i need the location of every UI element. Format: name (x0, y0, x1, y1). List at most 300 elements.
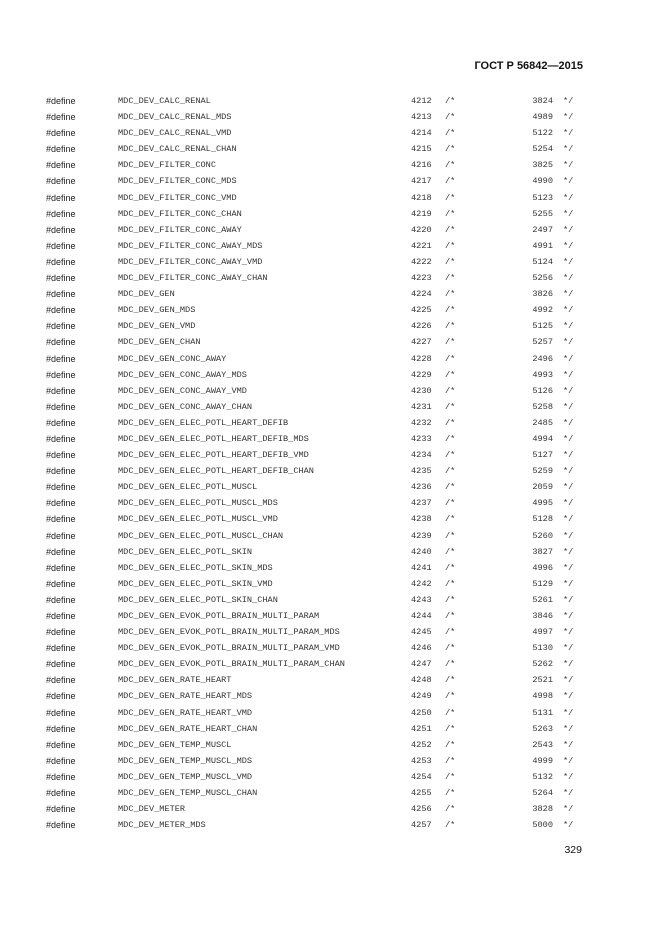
macro-number: 4223 (411, 273, 432, 284)
define-row (0, 801, 661, 817)
comment-close: */ (563, 176, 574, 187)
macro-name: MDC_DEV_CALC_RENAL_MDS (118, 112, 232, 123)
code-value: 5259 (532, 466, 553, 477)
define-row (0, 576, 661, 592)
comment-open: /* (445, 498, 456, 509)
define-row (0, 190, 661, 206)
macro-number: 4237 (411, 498, 432, 509)
code-value: 3828 (532, 804, 553, 815)
comment-close: */ (563, 289, 574, 300)
define-row (0, 479, 661, 495)
comment-open: /* (445, 417, 456, 428)
macro-name: MDC_DEV_GEN_VMD (118, 321, 196, 332)
comment-open: /* (445, 305, 456, 316)
macro-name: MDC_DEV_FILTER_CONC_MDS (118, 176, 237, 187)
code-value: 2521 (532, 675, 553, 686)
macro-number: 4247 (411, 659, 432, 670)
define-row (0, 109, 661, 125)
macro-name: MDC_DEV_GEN (118, 289, 175, 300)
macro-name: MDC_DEV_GEN_RATE_HEART_VMD (118, 707, 253, 718)
comment-open: /* (445, 128, 456, 139)
comment-open: /* (445, 401, 456, 412)
define-keyword: #define (46, 627, 76, 638)
define-row (0, 399, 661, 415)
comment-close: */ (563, 546, 574, 557)
comment-open: /* (445, 112, 456, 123)
comment-close: */ (563, 273, 574, 284)
macro-name: MDC_DEV_GEN_CONC_AWAY_MDS (118, 369, 247, 380)
define-row (0, 286, 661, 302)
macro-name: MDC_DEV_GEN_RATE_HEART_CHAN (118, 723, 258, 734)
code-value: 4990 (532, 176, 553, 187)
macro-number: 4233 (411, 433, 432, 444)
define-row (0, 351, 661, 367)
macro-name: MDC_DEV_GEN_TEMP_MUSCL (118, 739, 232, 750)
macro-number: 4229 (411, 369, 432, 380)
macro-name: MDC_DEV_GEN_ELEC_POTL_MUSCL_MDS (118, 498, 278, 509)
comment-close: */ (563, 739, 574, 750)
comment-close: */ (563, 417, 574, 428)
macro-number: 4244 (411, 611, 432, 621)
comment-open: /* (445, 594, 456, 605)
comment-close: */ (563, 723, 574, 734)
macro-number: 4227 (411, 337, 432, 348)
macro-name: MDC_DEV_FILTER_CONC_AWAY_MDS (118, 240, 263, 251)
code-value: 5263 (532, 723, 553, 734)
code-value: 5000 (532, 820, 553, 831)
define-keyword: #define (46, 530, 76, 541)
macro-name: MDC_DEV_CALC_RENAL (118, 96, 211, 106)
comment-close: */ (563, 562, 574, 573)
comment-close: */ (563, 321, 574, 332)
comment-open: /* (445, 353, 456, 364)
macro-name: MDC_DEV_GEN_RATE_HEART_MDS (118, 691, 253, 702)
comment-open: /* (445, 820, 456, 831)
macro-name: MDC_DEV_CALC_RENAL_CHAN (118, 144, 237, 155)
comment-close: */ (563, 305, 574, 316)
code-value: 5260 (532, 530, 553, 541)
define-row (0, 173, 661, 189)
comment-close: */ (563, 643, 574, 654)
code-value: 4994 (532, 433, 553, 444)
define-row (0, 334, 661, 350)
define-row (0, 769, 661, 785)
comment-open: /* (445, 546, 456, 557)
define-keyword: #define (46, 353, 76, 364)
define-row (0, 415, 661, 431)
document-header: ГОСТ Р 56842—2015 (474, 60, 583, 72)
comment-close: */ (563, 578, 574, 589)
comment-close: */ (563, 160, 574, 171)
macro-number: 4221 (411, 240, 432, 251)
macro-name: MDC_DEV_GEN_CONC_AWAY_CHAN (118, 401, 253, 412)
comment-close: */ (563, 755, 574, 766)
macro-number: 4242 (411, 578, 432, 589)
code-value: 3846 (532, 611, 553, 621)
macro-name: MDC_DEV_GEN_ELEC_POTL_SKIN_VMD (118, 578, 273, 589)
comment-close: */ (563, 256, 574, 267)
macro-number: 4219 (411, 208, 432, 219)
comment-close: */ (563, 804, 574, 815)
define-row (0, 721, 661, 737)
macro-number: 4217 (411, 176, 432, 187)
code-value: 5124 (532, 256, 553, 267)
comment-close: */ (563, 401, 574, 412)
comment-close: */ (563, 112, 574, 123)
macro-number: 4245 (411, 627, 432, 638)
macro-name: MDC_DEV_GEN_ELEC_POTL_MUSCL (118, 482, 258, 493)
code-value: 5257 (532, 337, 553, 348)
define-row (0, 737, 661, 753)
define-keyword: #define (46, 96, 76, 106)
macro-number: 4216 (411, 160, 432, 171)
comment-open: /* (445, 675, 456, 686)
comment-open: /* (445, 482, 456, 493)
define-row (0, 222, 661, 238)
code-value: 5256 (532, 273, 553, 284)
macro-name: MDC_DEV_GEN_MDS (118, 305, 196, 316)
comment-open: /* (445, 771, 456, 782)
define-row (0, 93, 661, 109)
macro-number: 4243 (411, 594, 432, 605)
comment-open: /* (445, 369, 456, 380)
macro-name: MDC_DEV_GEN_EVOK_POTL_BRAIN_MULTI_PARAM_VMD (118, 643, 340, 654)
define-keyword: #define (46, 128, 76, 139)
macro-name: MDC_DEV_GEN_EVOK_POTL_BRAIN_MULTI_PARAM_MDS (118, 627, 340, 638)
comment-close: */ (563, 611, 574, 621)
comment-open: /* (445, 627, 456, 638)
code-value: 5258 (532, 401, 553, 412)
macro-number: 4252 (411, 739, 432, 750)
code-value: 5131 (532, 707, 553, 718)
define-keyword: #define (46, 562, 76, 573)
macro-name: MDC_DEV_METER (118, 804, 186, 815)
macro-number: 4239 (411, 530, 432, 541)
code-value: 4992 (532, 305, 553, 316)
comment-open: /* (445, 707, 456, 718)
define-row (0, 367, 661, 383)
define-keyword: #define (46, 820, 76, 831)
macro-name: MDC_DEV_FILTER_CONC_CHAN (118, 208, 242, 219)
comment-close: */ (563, 466, 574, 477)
define-row (0, 656, 661, 672)
define-keyword: #define (46, 659, 76, 670)
macro-number: 4231 (411, 401, 432, 412)
comment-close: */ (563, 594, 574, 605)
code-value: 5255 (532, 208, 553, 219)
macro-number: 4253 (411, 755, 432, 766)
comment-open: /* (445, 385, 456, 396)
code-value: 5262 (532, 659, 553, 670)
comment-close: */ (563, 675, 574, 686)
code-value: 3824 (532, 96, 553, 106)
code-value: 4991 (532, 240, 553, 251)
define-keyword: #define (46, 337, 76, 348)
define-keyword: #define (46, 240, 76, 251)
define-keyword: #define (46, 273, 76, 284)
comment-open: /* (445, 273, 456, 284)
comment-open: /* (445, 643, 456, 654)
macro-number: 4255 (411, 788, 432, 799)
macro-number: 4236 (411, 482, 432, 493)
define-row (0, 688, 661, 704)
macro-name: MDC_DEV_GEN_ELEC_POTL_SKIN (118, 546, 253, 557)
comment-open: /* (445, 208, 456, 219)
define-row (0, 753, 661, 769)
define-list (0, 93, 661, 833)
macro-number: 4218 (411, 192, 432, 203)
macro-name: MDC_DEV_GEN_ELEC_POTL_HEART_DEFIB_MDS (118, 433, 309, 444)
define-keyword: #define (46, 578, 76, 589)
define-keyword: #define (46, 401, 76, 412)
define-keyword: #define (46, 546, 76, 557)
macro-name: MDC_DEV_FILTER_CONC_AWAY_CHAN (118, 273, 268, 284)
macro-name: MDC_DEV_GEN_TEMP_MUSCL_CHAN (118, 788, 258, 799)
define-row (0, 817, 661, 833)
code-value: 4993 (532, 369, 553, 380)
comment-close: */ (563, 433, 574, 444)
define-row (0, 528, 661, 544)
macro-name: MDC_DEV_FILTER_CONC_AWAY_VMD (118, 256, 263, 267)
comment-close: */ (563, 659, 574, 670)
comment-close: */ (563, 240, 574, 251)
define-row (0, 157, 661, 173)
comment-close: */ (563, 337, 574, 348)
macro-number: 4225 (411, 305, 432, 316)
macro-number: 4250 (411, 707, 432, 718)
comment-close: */ (563, 450, 574, 461)
comment-close: */ (563, 820, 574, 831)
code-value: 3827 (532, 546, 553, 557)
macro-name: MDC_DEV_GEN_ELEC_POTL_MUSCL_CHAN (118, 530, 284, 541)
code-value: 2485 (532, 417, 553, 428)
define-row (0, 592, 661, 608)
code-value: 2543 (532, 739, 553, 750)
comment-open: /* (445, 578, 456, 589)
comment-close: */ (563, 788, 574, 799)
define-keyword: #define (46, 176, 76, 187)
define-row (0, 206, 661, 222)
comment-open: /* (445, 755, 456, 766)
define-row (0, 302, 661, 318)
comment-open: /* (445, 224, 456, 235)
comment-close: */ (563, 691, 574, 702)
code-value: 4989 (532, 112, 553, 123)
macro-number: 4257 (411, 820, 432, 831)
define-row (0, 608, 661, 624)
define-keyword: #define (46, 691, 76, 702)
comment-open: /* (445, 739, 456, 750)
code-value: 2059 (532, 482, 553, 493)
macro-name: MDC_DEV_GEN_ELEC_POTL_SKIN_MDS (118, 562, 273, 573)
code-value: 5126 (532, 385, 553, 396)
define-keyword: #define (46, 611, 76, 621)
code-value: 4998 (532, 691, 553, 702)
define-row (0, 254, 661, 270)
define-keyword: #define (46, 707, 76, 718)
code-value: 5132 (532, 771, 553, 782)
macro-number: 4213 (411, 112, 432, 123)
define-row (0, 705, 661, 721)
comment-open: /* (445, 530, 456, 541)
define-keyword: #define (46, 385, 76, 396)
comment-open: /* (445, 240, 456, 251)
define-keyword: #define (46, 305, 76, 316)
code-value: 3826 (532, 289, 553, 300)
define-row (0, 238, 661, 254)
define-row (0, 447, 661, 463)
define-row (0, 560, 661, 576)
macro-number: 4232 (411, 417, 432, 428)
define-keyword: #define (46, 482, 76, 493)
comment-open: /* (445, 562, 456, 573)
define-keyword: #define (46, 160, 76, 171)
comment-open: /* (445, 804, 456, 815)
macro-name: MDC_DEV_GEN_ELEC_POTL_HEART_DEFIB_VMD (118, 450, 309, 461)
macro-name: MDC_DEV_GEN_TEMP_MUSCL_VMD (118, 771, 253, 782)
comment-close: */ (563, 771, 574, 782)
code-value: 5128 (532, 514, 553, 525)
define-row (0, 431, 661, 447)
comment-close: */ (563, 353, 574, 364)
define-keyword: #define (46, 514, 76, 525)
code-value: 4997 (532, 627, 553, 638)
define-keyword: #define (46, 771, 76, 782)
code-value: 4996 (532, 562, 553, 573)
code-value: 5122 (532, 128, 553, 139)
define-keyword: #define (46, 466, 76, 477)
macro-number: 4240 (411, 546, 432, 557)
macro-number: 4246 (411, 643, 432, 654)
comment-open: /* (445, 96, 456, 106)
macro-number: 4222 (411, 256, 432, 267)
macro-number: 4251 (411, 723, 432, 734)
comment-close: */ (563, 707, 574, 718)
comment-close: */ (563, 144, 574, 155)
macro-name: MDC_DEV_CALC_RENAL_VMD (118, 128, 232, 139)
comment-open: /* (445, 176, 456, 187)
comment-open: /* (445, 514, 456, 525)
define-keyword: #define (46, 498, 76, 509)
code-value: 2496 (532, 353, 553, 364)
define-row (0, 672, 661, 688)
comment-open: /* (445, 611, 456, 621)
define-keyword: #define (46, 723, 76, 734)
macro-number: 4230 (411, 385, 432, 396)
macro-name: MDC_DEV_FILTER_CONC_AWAY (118, 224, 242, 235)
macro-name: MDC_DEV_GEN_CONC_AWAY_VMD (118, 385, 247, 396)
macro-number: 4224 (411, 289, 432, 300)
comment-open: /* (445, 256, 456, 267)
macro-name: MDC_DEV_GEN_ELEC_POTL_HEART_DEFIB_CHAN (118, 466, 314, 477)
comment-open: /* (445, 659, 456, 670)
macro-number: 4249 (411, 691, 432, 702)
define-row (0, 141, 661, 157)
comment-close: */ (563, 385, 574, 396)
macro-name: MDC_DEV_GEN_EVOK_POTL_BRAIN_MULTI_PARAM (118, 611, 320, 621)
macro-name: MDC_DEV_GEN_TEMP_MUSCL_MDS (118, 755, 253, 766)
page-number: 329 (564, 844, 582, 856)
define-keyword: #define (46, 804, 76, 815)
define-keyword: #define (46, 321, 76, 332)
comment-close: */ (563, 530, 574, 541)
macro-number: 4220 (411, 224, 432, 235)
comment-close: */ (563, 498, 574, 509)
define-keyword: #define (46, 755, 76, 766)
define-keyword: #define (46, 144, 76, 155)
code-value: 5125 (532, 321, 553, 332)
comment-open: /* (445, 433, 456, 444)
macro-name: MDC_DEV_GEN_RATE_HEART (118, 675, 232, 686)
comment-open: /* (445, 289, 456, 300)
define-keyword: #define (46, 433, 76, 444)
macro-number: 4214 (411, 128, 432, 139)
macro-number: 4248 (411, 675, 432, 686)
comment-close: */ (563, 96, 574, 106)
comment-close: */ (563, 369, 574, 380)
macro-name: MDC_DEV_GEN_ELEC_POTL_HEART_DEFIB (118, 417, 289, 428)
code-value: 5264 (532, 788, 553, 799)
macro-name: MDC_DEV_GEN_CHAN (118, 337, 201, 348)
define-keyword: #define (46, 417, 76, 428)
macro-name: MDC_DEV_GEN_EVOK_POTL_BRAIN_MULTI_PARAM_CHAN (118, 659, 345, 670)
code-value: 5261 (532, 594, 553, 605)
define-keyword: #define (46, 112, 76, 123)
define-row (0, 270, 661, 286)
comment-open: /* (445, 192, 456, 203)
define-row (0, 511, 661, 527)
code-value: 2497 (532, 224, 553, 235)
macro-name: MDC_DEV_GEN_CONC_AWAY (118, 353, 227, 364)
code-value: 4995 (532, 498, 553, 509)
macro-number: 4234 (411, 450, 432, 461)
macro-number: 4228 (411, 353, 432, 364)
macro-number: 4238 (411, 514, 432, 525)
macro-number: 4254 (411, 771, 432, 782)
macro-number: 4235 (411, 466, 432, 477)
define-row (0, 785, 661, 801)
define-keyword: #define (46, 369, 76, 380)
code-value: 5129 (532, 578, 553, 589)
comment-open: /* (445, 466, 456, 477)
define-keyword: #define (46, 788, 76, 799)
define-keyword: #define (46, 450, 76, 461)
comment-open: /* (445, 788, 456, 799)
comment-open: /* (445, 144, 456, 155)
macro-name: MDC_DEV_FILTER_CONC_VMD (118, 192, 237, 203)
macro-number: 4226 (411, 321, 432, 332)
macro-name: MDC_DEV_METER_MDS (118, 820, 206, 831)
define-row (0, 640, 661, 656)
define-row (0, 383, 661, 399)
macro-number: 4212 (411, 96, 432, 106)
comment-open: /* (445, 723, 456, 734)
macro-name: MDC_DEV_GEN_ELEC_POTL_SKIN_CHAN (118, 594, 278, 605)
define-keyword: #define (46, 224, 76, 235)
code-value: 5123 (532, 192, 553, 203)
macro-number: 4241 (411, 562, 432, 573)
comment-open: /* (445, 450, 456, 461)
code-value: 5127 (532, 450, 553, 461)
macro-name: MDC_DEV_FILTER_CONC (118, 160, 216, 171)
code-value: 3825 (532, 160, 553, 171)
define-row (0, 544, 661, 560)
comment-close: */ (563, 128, 574, 139)
macro-number: 4215 (411, 144, 432, 155)
define-keyword: #define (46, 289, 76, 300)
define-row (0, 624, 661, 640)
comment-close: */ (563, 514, 574, 525)
